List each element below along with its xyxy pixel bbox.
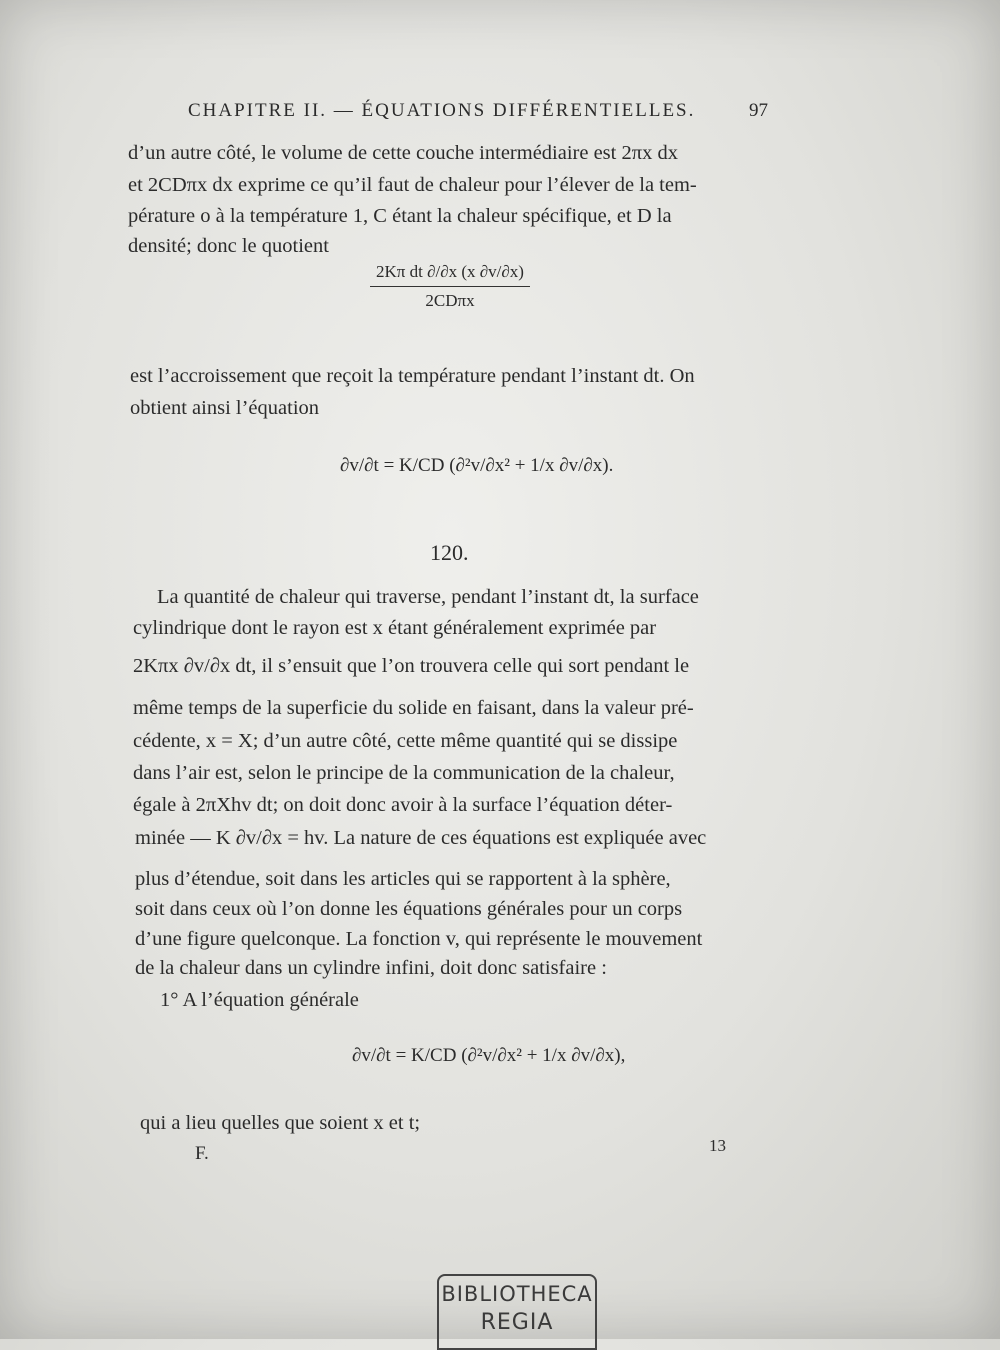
sheet-number: 13 — [709, 1136, 726, 1155]
text-line: d’un autre côté, le volume de cette couche intermédiaire est 2πx dx — [128, 142, 678, 164]
equation-denominator: 2CDπx — [425, 291, 475, 310]
text-line: de la chaleur dans un cylindre infini, doit donc satisfaire : — [135, 957, 607, 979]
text-line: même temps de la superficie du solide en faisant, dans la valeur pré- — [133, 697, 694, 719]
text-line: et 2CDπx dx exprime ce qu’il faut de chaleur pour l’élever de la tem- — [128, 174, 697, 196]
page-number: 97 — [749, 100, 768, 121]
equation-numerator: 2Kπ dt ∂/∂x (x ∂v/∂x) — [370, 262, 530, 287]
equation-general: ∂v/∂t = K/CD (∂²v/∂x² + 1/x ∂v/∂x), — [352, 1045, 626, 1066]
chapter-title: CHAPITRE II. — ÉQUATIONS DIFFÉRENTIELLES. — [188, 100, 696, 121]
section-number: 120. — [430, 540, 469, 565]
text-line: 1° A l’équation générale — [160, 989, 359, 1011]
text-line: densité; donc le quotient — [128, 235, 329, 257]
text-line: cédente, x = X; d’un autre côté, cette même quantité qui se dissipe — [133, 730, 678, 752]
text-line: minée — K ∂v/∂x = hv. La nature de ces équations est expliquée avec — [135, 827, 707, 849]
text-line: cylindrique dont le rayon est x étant généralement exprimée par — [133, 617, 657, 639]
signature-mark: F. — [195, 1143, 209, 1164]
equation-heat: ∂v/∂t = K/CD (∂²v/∂x² + 1/x ∂v/∂x). — [340, 455, 614, 476]
text-line: plus d’étendue, soit dans les articles qui se rapportent à la sphère, — [135, 868, 671, 890]
text-line: dans l’air est, selon le principe de la communication de la chaleur, — [133, 762, 675, 784]
stamp-line-1: BIBLIOTHECA — [441, 1282, 593, 1306]
equation-quotient — [370, 262, 530, 311]
text-line: La quantité de chaleur qui traverse, pendant l’instant dt, la surface — [157, 586, 699, 608]
text-line: qui a lieu quelles que soient x et t; — [140, 1112, 421, 1134]
text-line: 2Kπx ∂v/∂x dt, il s’ensuit que l’on trouvera celle qui sort pendant le — [133, 655, 690, 677]
text-line: est l’accroissement que reçoit la température pendant l’instant dt. On — [130, 365, 695, 387]
text-line: pérature o à la température 1, C étant la chaleur spécifique, et D la — [128, 205, 672, 227]
text-line: soit dans ceux où l’on donne les équations générales pour un corps — [135, 898, 683, 920]
stamp-line-2: REGIA — [480, 1310, 554, 1335]
text-line: égale à 2πXhv dt; on doit donc avoir à la surface l’équation déter- — [133, 794, 673, 816]
text-line: d’une figure quelconque. La fonction v, qui représente le mouvement — [135, 928, 703, 950]
text-line: obtient ainsi l’équation — [130, 397, 320, 419]
